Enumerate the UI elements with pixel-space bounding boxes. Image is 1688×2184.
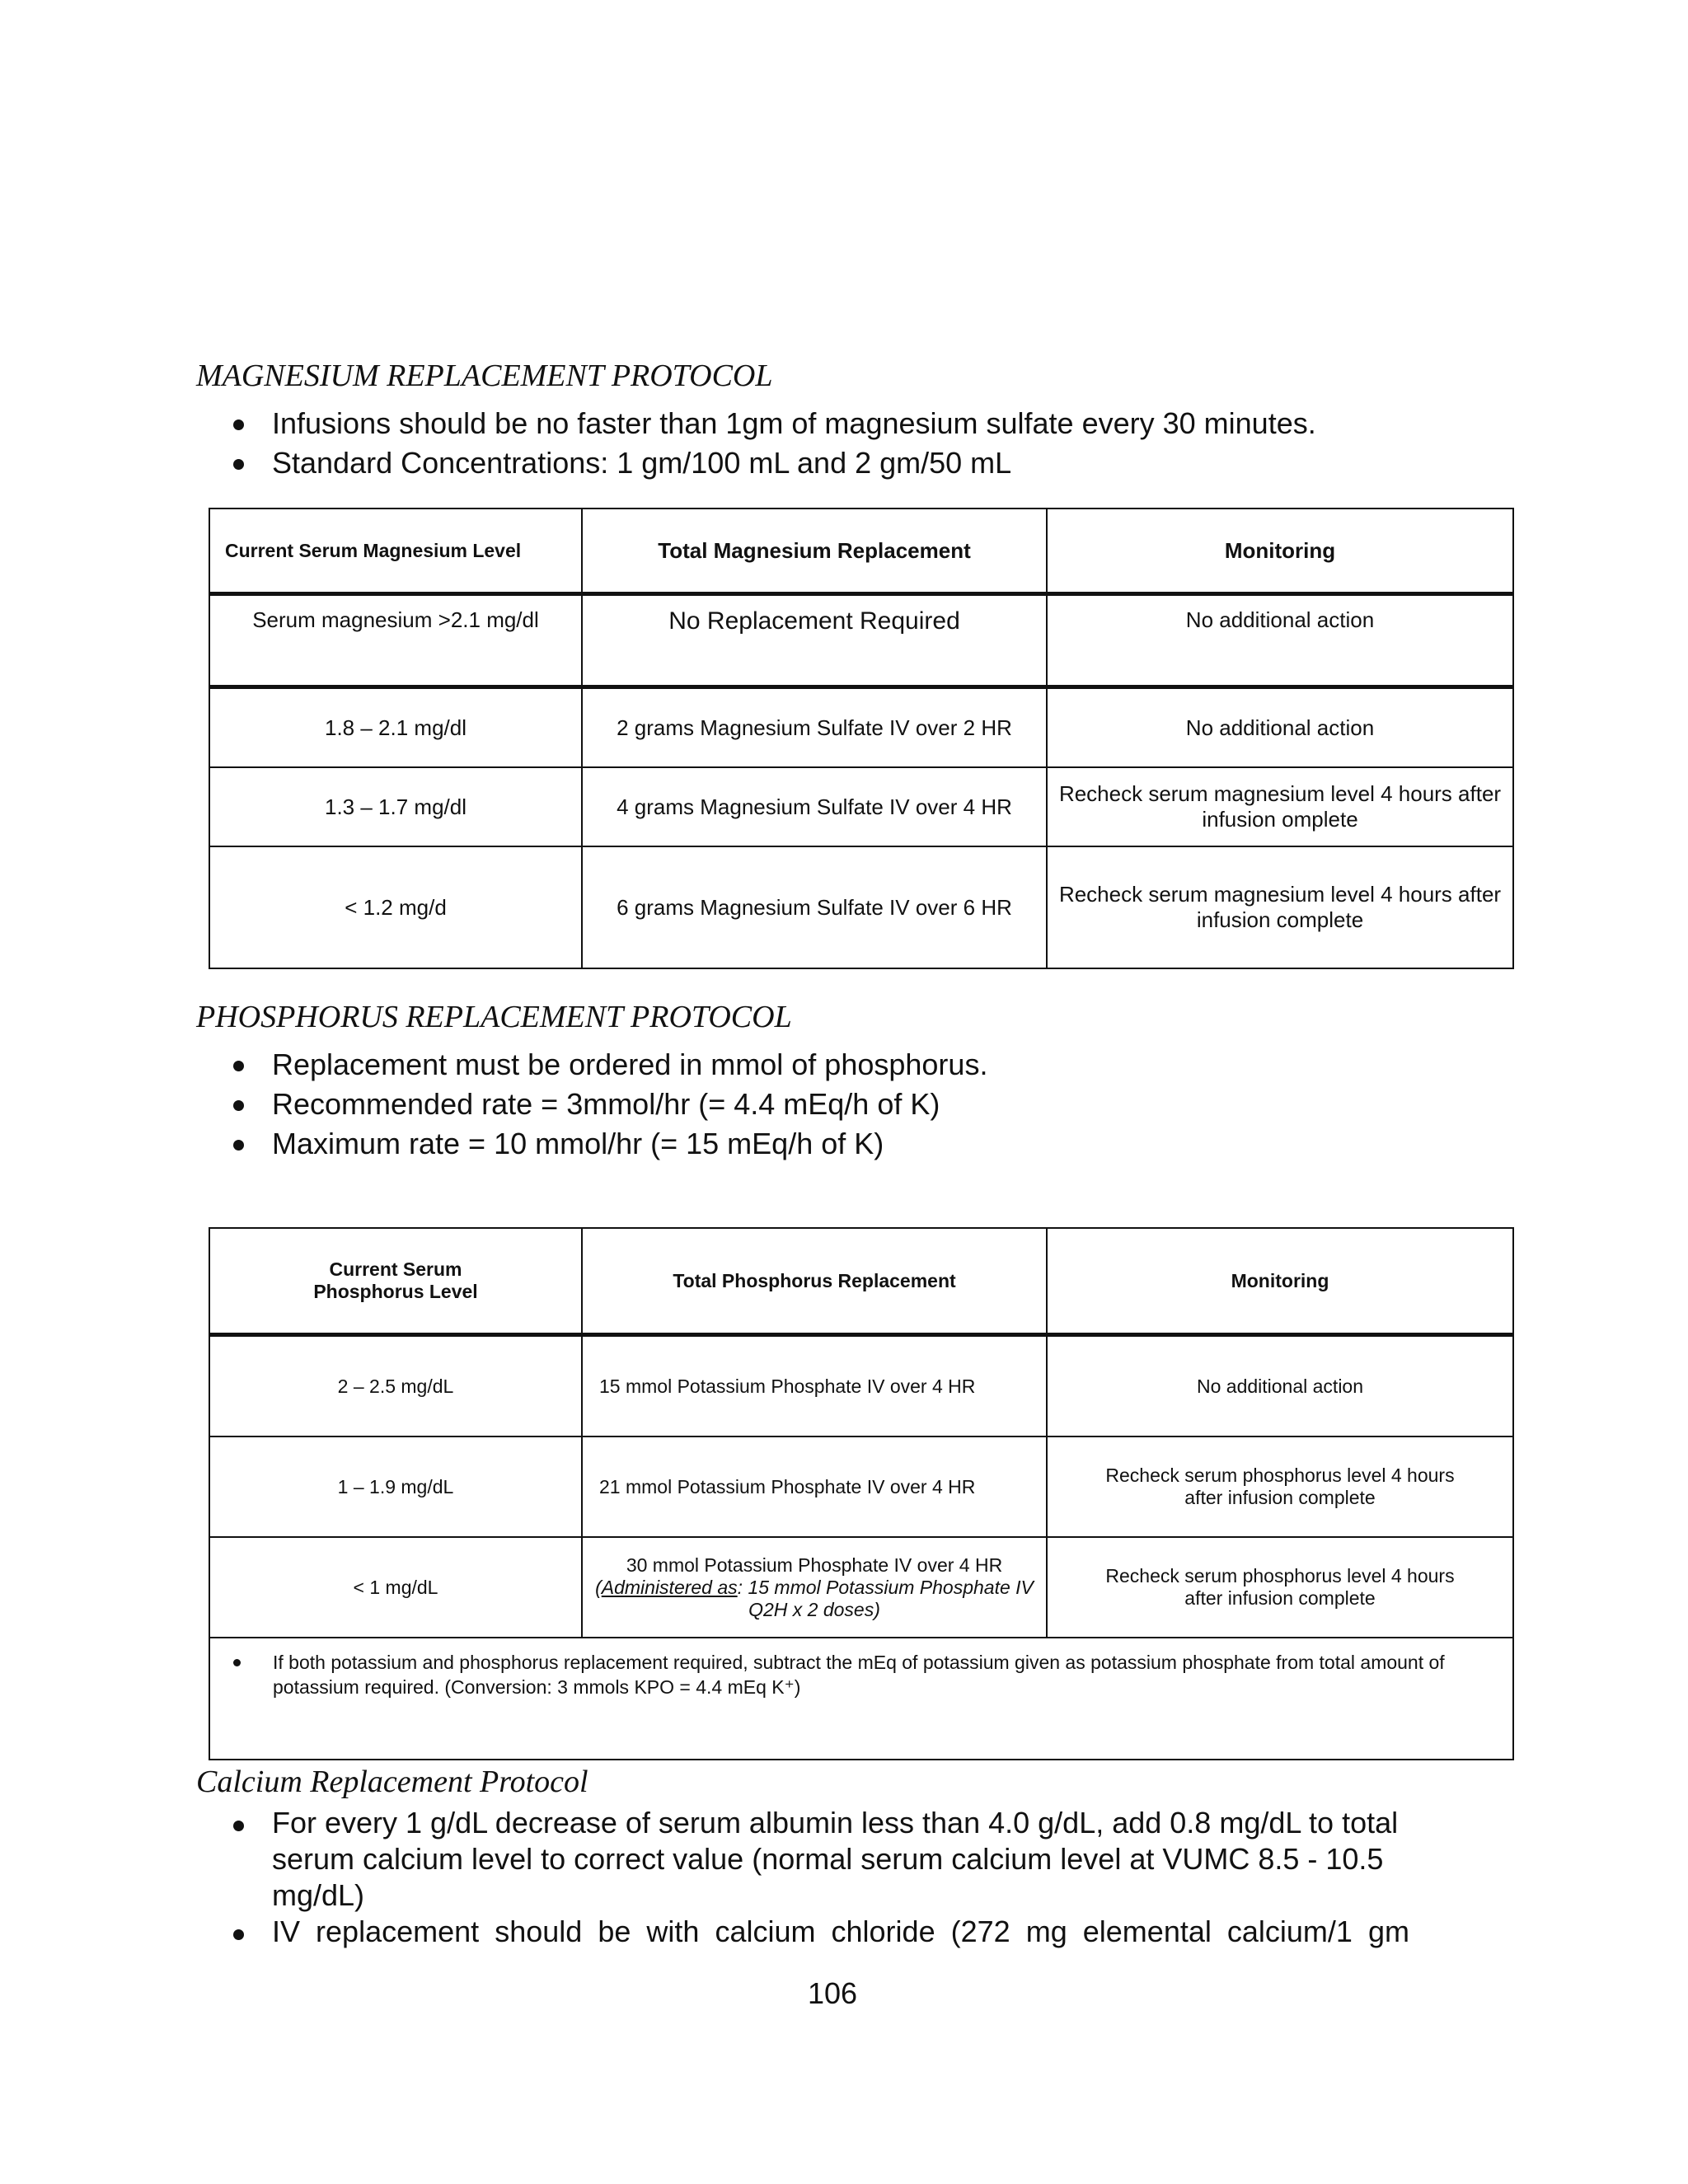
list-item: Standard Concentrations: 1 gm/100 mL and 2 gm/50 mL <box>227 443 1316 483</box>
table-cell: No additional action <box>1047 594 1513 687</box>
list-item: Replacement must be ordered in mmol of phosphorus. <box>227 1045 987 1085</box>
table-cell: < 1.2 mg/d <box>209 846 582 968</box>
table-cell: Recheck serum magnesium level 4 hours after infusion complete <box>1047 846 1513 968</box>
administered-as-label: Administered as <box>601 1576 738 1598</box>
table-row <box>209 1537 1513 1638</box>
table-row <box>209 767 1513 846</box>
table-cell: 4 grams Magnesium Sulfate IV over 4 HR <box>582 767 1047 846</box>
column-header: Monitoring <box>1047 509 1513 594</box>
table-header-row <box>209 1228 1513 1335</box>
column-header: Current Serum Magnesium Level <box>209 509 582 594</box>
administration-note: (Administered as: 15 mmol Potassium Phosphate IV Q2H x 2 doses) <box>595 1576 1034 1620</box>
table-cell: 21 mmol Potassium Phosphate IV over 4 HR <box>582 1436 1047 1537</box>
table-cell: Recheck serum phosphorus level 4 hours after infusion complete <box>1047 1537 1513 1638</box>
table-cell: Recheck serum magnesium level 4 hours after infusion omplete <box>1047 767 1513 846</box>
table-cell: 6 grams Magnesium Sulfate IV over 6 HR <box>582 846 1047 968</box>
column-header: Current Serum Phosphorus Level <box>209 1228 582 1335</box>
table-cell <box>582 1537 1047 1638</box>
phosphorus-bullet-list <box>227 1045 987 1164</box>
table-cell: 2 – 2.5 mg/dL <box>209 1335 582 1437</box>
table-row <box>209 846 1513 968</box>
phosphorus-heading: PHOSPHORUS REPLACEMENT PROTOCOL <box>196 1000 792 1034</box>
page-number: 106 <box>807 1976 858 2010</box>
list-item: For every 1 g/dL decrease of serum albumin less than 4.0 g/dL, add 0.8 mg/dL to total serum calcium level to correct value (normal serum calcium level at VUMC 8.5 - 10.5 mg/dL) <box>227 1805 1409 1914</box>
table-cell: 15 mmol Potassium Phosphate IV over 4 HR <box>582 1335 1047 1437</box>
calcium-heading: Calcium Replacement Protocol <box>196 1765 588 1799</box>
table-cell: 1.3 – 1.7 mg/dl <box>209 767 582 846</box>
table-header-row <box>209 509 1513 594</box>
table-cell: No Replacement Required <box>582 594 1047 687</box>
table-cell: < 1 mg/dL <box>209 1537 582 1638</box>
table-cell: No additional action <box>1047 1335 1513 1437</box>
table-cell: 1.8 – 2.1 mg/dl <box>209 687 582 768</box>
calcium-bullet-list <box>227 1805 1447 1950</box>
table-row <box>209 687 1513 768</box>
column-header: Total Phosphorus Replacement <box>582 1228 1047 1335</box>
table-row <box>209 1436 1513 1537</box>
table-cell: Serum magnesium >2.1 mg/dl <box>209 594 582 687</box>
list-item: Maximum rate = 10 mmol/hr (= 15 mEq/h of K) <box>227 1124 987 1164</box>
magnesium-heading: MAGNESIUM REPLACEMENT PROTOCOL <box>196 359 773 393</box>
table-note-row <box>209 1638 1513 1760</box>
list-item: Infusions should be no faster than 1gm of magnesium sulfate every 30 minutes. <box>227 404 1316 443</box>
list-item: Recommended rate = 3mmol/hr (= 4.4 mEq/h of K) <box>227 1085 987 1124</box>
table-cell: 1 – 1.9 mg/dL <box>209 1436 582 1537</box>
column-header: Monitoring <box>1047 1228 1513 1335</box>
magnesium-bullet-list <box>227 404 1316 483</box>
magnesium-table <box>209 508 1514 969</box>
table-cell: No additional action <box>1047 687 1513 768</box>
table-cell: Recheck serum phosphorus level 4 hours after infusion complete <box>1047 1436 1513 1537</box>
table-cell: 2 grams Magnesium Sulfate IV over 2 HR <box>582 687 1047 768</box>
table-note: If both potassium and phosphorus replacement required, subtract the mEq of potassium given as potassium phosphate from total amount of potassium required. (Conversion: 3 mmols KPO = 4.4 mEq K⁺) <box>225 1650 1498 1699</box>
list-item: IV replacement should be with calcium chloride (272 mg elemental calcium/1 gm <box>227 1914 1409 1950</box>
administered-as-detail: : 15 mmol Potassium Phosphate IV Q2H x 2 doses) <box>737 1576 1034 1620</box>
phosphorus-table <box>209 1227 1514 1760</box>
table-note-cell <box>209 1638 1513 1760</box>
table-row <box>209 1335 1513 1437</box>
column-header: Total Magnesium Replacement <box>582 509 1047 594</box>
table-row <box>209 594 1513 687</box>
dose-text: 30 mmol Potassium Phosphate IV over 4 HR <box>626 1554 1003 1576</box>
